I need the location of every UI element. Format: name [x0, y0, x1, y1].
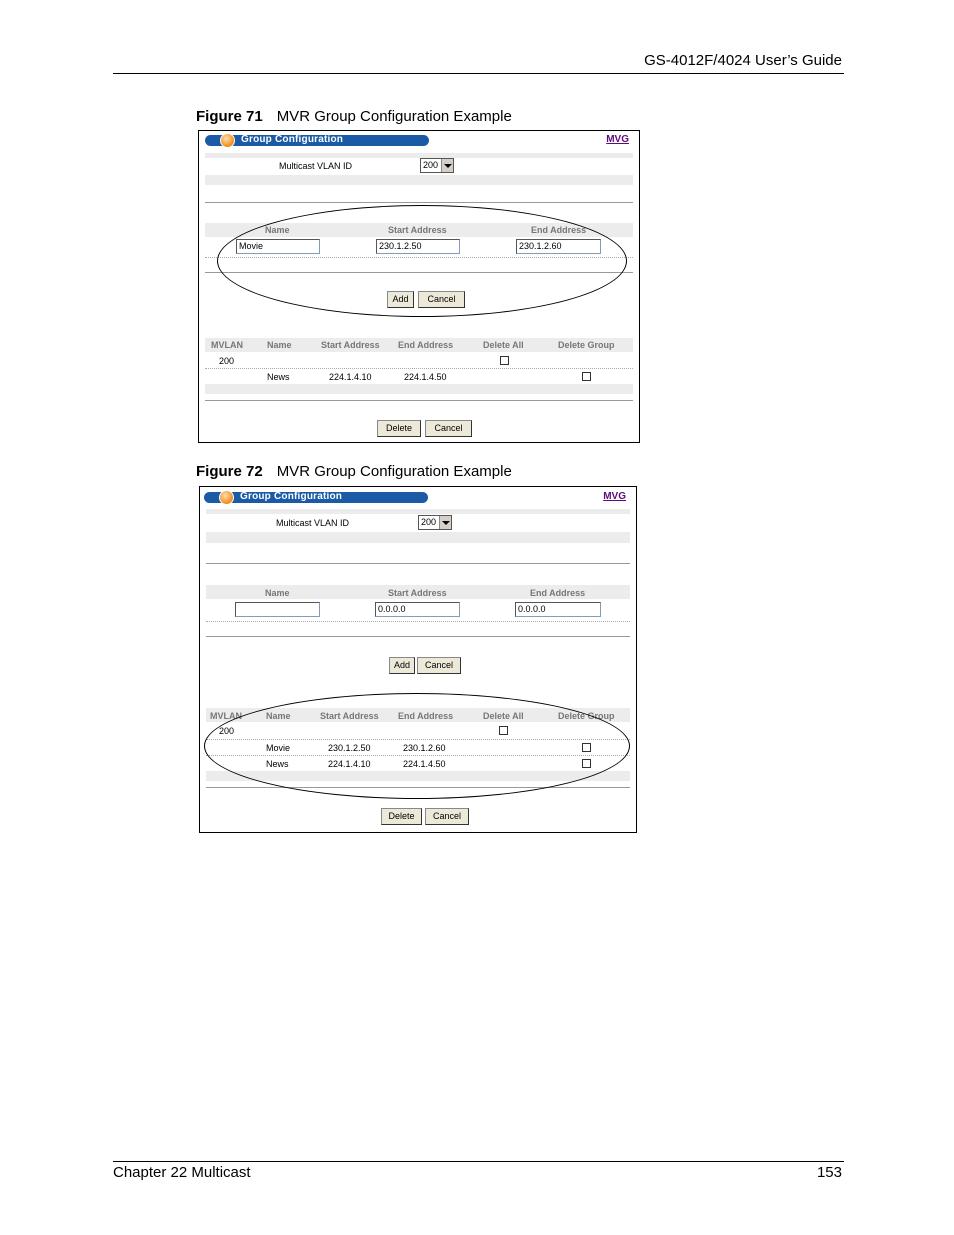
page-header [113, 52, 844, 74]
panel-title-bar [205, 135, 429, 146]
group-configuration-panel [199, 486, 637, 833]
group-start-address: 230.1.2.50 [328, 743, 371, 753]
table-header-mvlan: MVLAN [211, 340, 243, 350]
figure-caption [196, 463, 512, 480]
group-end-address: 224.1.4.50 [404, 372, 447, 382]
end-address-input[interactable]: 0.0.0.0 [515, 602, 601, 617]
divider [206, 563, 630, 564]
table-header-mvlan: MVLAN [210, 711, 242, 721]
chevron-down-icon[interactable] [441, 159, 453, 172]
vlan-select[interactable] [420, 158, 454, 173]
divider [205, 400, 633, 401]
mvlan-value: 200 [219, 726, 235, 736]
table-header-name: Name [266, 711, 291, 721]
mvg-link[interactable]: MVG [606, 134, 629, 145]
group-name: News [266, 759, 289, 769]
guide-title: GS-4012F/4024 User’s Guide [644, 52, 842, 69]
figure-caption [196, 108, 512, 125]
panel-title: Group Configuration [240, 491, 343, 502]
table-header-delete-group: Delete Group [558, 711, 615, 721]
divider [205, 202, 633, 203]
delete-group-checkbox[interactable] [582, 743, 591, 752]
group-start-address: 224.1.4.10 [329, 372, 372, 382]
cancel-button[interactable]: Cancel [418, 291, 465, 308]
end-address-input[interactable]: 230.1.2.60 [516, 239, 601, 254]
start-address-input[interactable]: 0.0.0.0 [375, 602, 460, 617]
group-name: News [267, 372, 290, 382]
delete-all-checkbox[interactable] [499, 726, 508, 735]
table-header-end-address: End Address [398, 340, 454, 350]
name-input[interactable]: Movie [236, 239, 320, 254]
delete-button[interactable]: Delete [381, 808, 422, 825]
chevron-down-icon[interactable] [439, 516, 451, 529]
figure-caption-text: MVR Group Configuration Example [276, 108, 512, 125]
panel-title: Group Configuration [241, 134, 344, 145]
form-header-name: Name [265, 225, 290, 235]
form-header-end-address: End Address [531, 225, 587, 235]
table-header-start-address: Start Address [320, 711, 379, 721]
group-end-address: 230.1.2.60 [403, 743, 446, 753]
divider [206, 636, 630, 637]
vlan-label: Multicast VLAN ID [276, 518, 350, 528]
vlan-label: Multicast VLAN ID [279, 161, 353, 171]
group-configuration-panel [198, 130, 640, 443]
mvlan-value: 200 [219, 356, 235, 366]
cancel-button[interactable]: Cancel [417, 657, 461, 674]
panel-title-bar [204, 492, 428, 503]
group-end-address: 224.1.4.50 [403, 759, 446, 769]
title-bullet-icon [219, 490, 234, 505]
group-name: Movie [266, 743, 291, 753]
vlan-select-value: 200 [423, 160, 439, 170]
divider [206, 787, 630, 788]
vlan-select[interactable] [418, 515, 452, 530]
add-button[interactable]: Add [389, 657, 415, 674]
figure-label: Figure 72 [196, 463, 263, 480]
start-address-input[interactable]: 230.1.2.50 [376, 239, 460, 254]
table-header-delete-group: Delete Group [558, 340, 615, 350]
cancel-button[interactable]: Cancel [425, 808, 469, 825]
divider [205, 272, 633, 273]
title-bullet-icon [220, 133, 235, 148]
cancel-button[interactable]: Cancel [425, 420, 472, 437]
form-header-name: Name [265, 588, 290, 598]
form-header-start-address: Start Address [388, 588, 447, 598]
chapter-title: Chapter 22 Multicast [113, 1164, 251, 1181]
delete-button[interactable]: Delete [377, 420, 421, 437]
group-start-address: 224.1.4.10 [328, 759, 371, 769]
form-header-start-address: Start Address [388, 225, 447, 235]
delete-group-checkbox[interactable] [582, 372, 591, 381]
form-header-end-address: End Address [530, 588, 586, 598]
table-header-name: Name [267, 340, 292, 350]
delete-group-checkbox[interactable] [582, 759, 591, 768]
table-header-end-address: End Address [398, 711, 454, 721]
figure-label: Figure 71 [196, 108, 263, 125]
page-number: 153 [816, 1164, 842, 1181]
page-footer [113, 1161, 844, 1181]
name-input[interactable] [235, 602, 320, 617]
table-header-delete-all: Delete All [483, 340, 524, 350]
table-header-start-address: Start Address [321, 340, 380, 350]
table-header-delete-all: Delete All [483, 711, 524, 721]
mvg-link[interactable]: MVG [603, 491, 626, 502]
delete-all-checkbox[interactable] [500, 356, 509, 365]
vlan-select-value: 200 [421, 517, 437, 527]
add-button[interactable]: Add [387, 291, 414, 308]
figure-caption-text: MVR Group Configuration Example [276, 463, 512, 480]
